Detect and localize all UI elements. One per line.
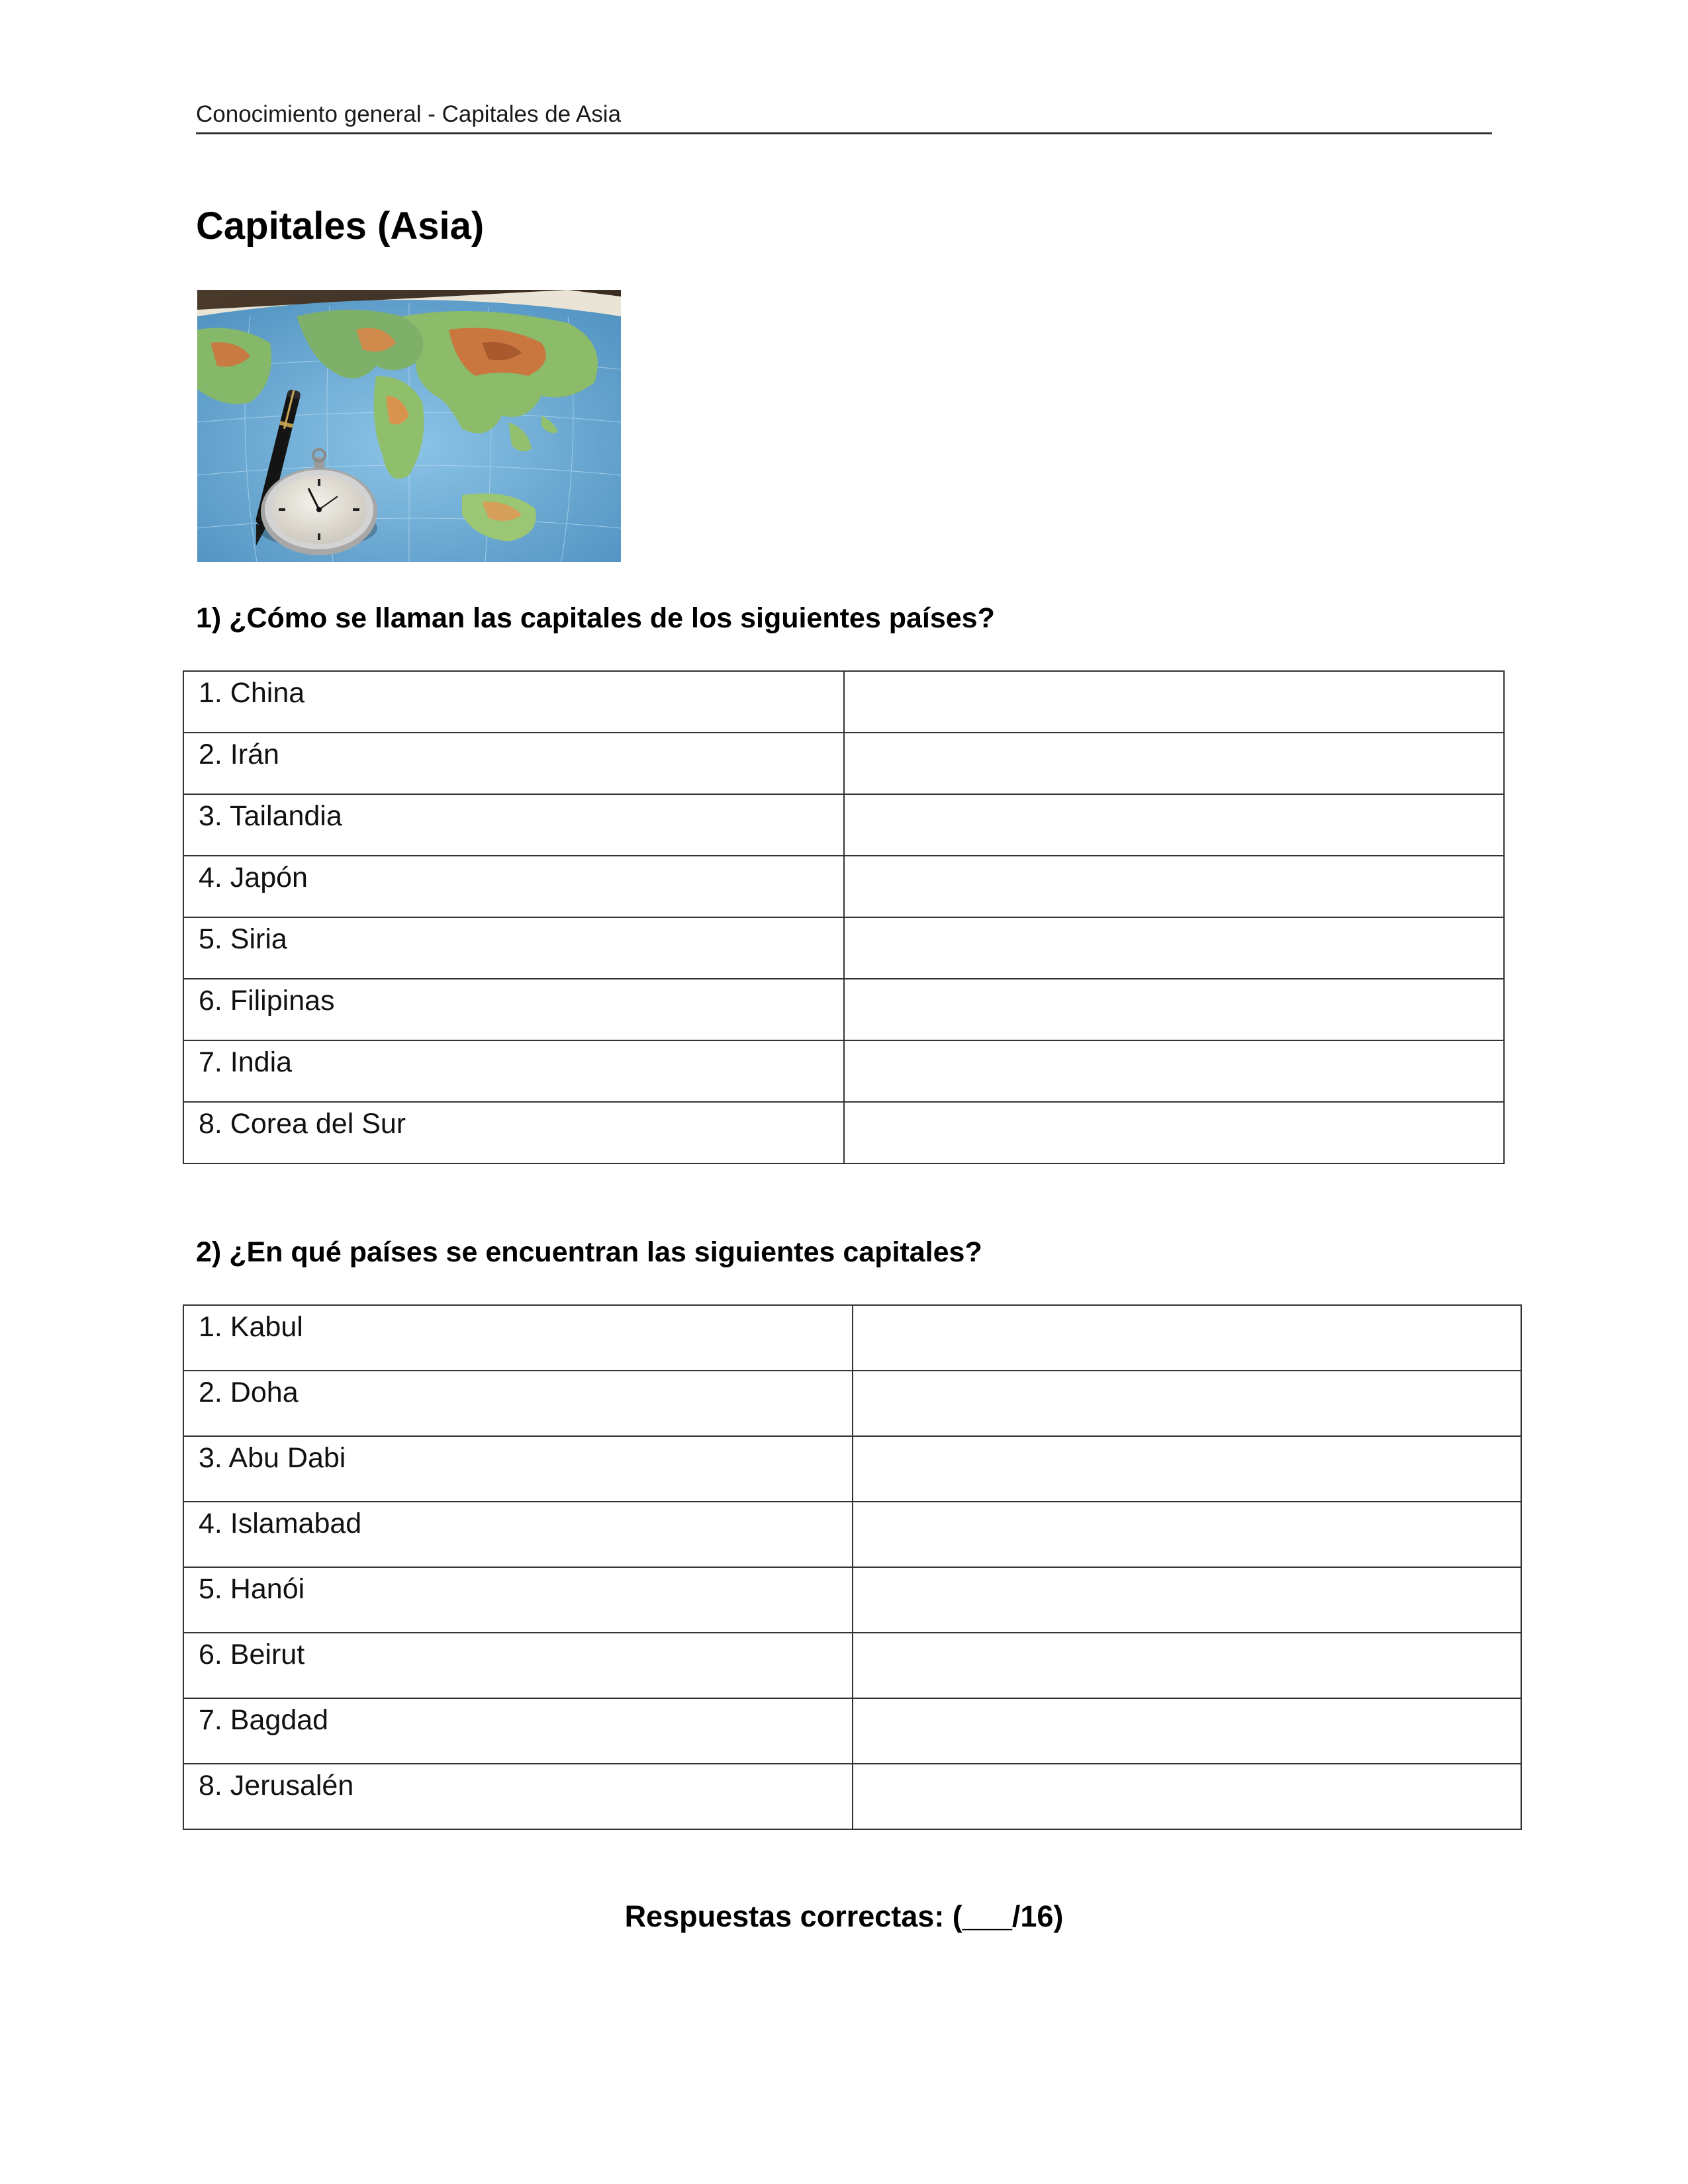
answer-cell[interactable] [853,1567,1522,1633]
table-row [183,794,1504,856]
country-cell: 5. Siria [183,917,844,979]
table-row [183,1502,1521,1567]
answer-cell[interactable] [853,1633,1522,1698]
country-cell: 6. Filipinas [183,979,844,1040]
answer-cell[interactable] [853,1436,1522,1502]
table-row [183,1305,1521,1371]
capital-cell: 1. Kabul [183,1305,853,1371]
answer-cell[interactable] [853,1371,1522,1436]
capitals-answer-table [183,670,1505,1164]
capital-cell: 6. Beirut [183,1633,853,1698]
countries-answer-table [183,1304,1522,1830]
capital-cell: 2. Doha [183,1371,853,1436]
table-row [183,856,1504,917]
answer-cell[interactable] [844,671,1505,733]
country-cell: 3. Tailandia [183,794,844,856]
table-row [183,1698,1521,1764]
capital-cell: 3. Abu Dabi [183,1436,853,1502]
answer-cell[interactable] [844,856,1505,917]
capital-cell: 7. Bagdad [183,1698,853,1764]
country-cell: 8. Corea del Sur [183,1102,844,1163]
score-line: Respuestas correctas: (___/16) [624,1899,1064,1933]
table-row [183,1764,1521,1829]
table-row [183,671,1504,733]
answer-cell[interactable] [853,1698,1522,1764]
answer-cell[interactable] [853,1305,1522,1371]
country-cell: 2. Irán [183,733,844,794]
question-1: 1) ¿Cómo se llaman las capitales de los siguientes países? [196,602,995,634]
country-cell: 4. Japón [183,856,844,917]
table-row [183,917,1504,979]
table-row [183,979,1504,1040]
answer-cell[interactable] [844,917,1505,979]
answer-cell[interactable] [844,794,1505,856]
question-2: 2) ¿En qué países se encuentran las siguientes capitales? [196,1236,982,1268]
answer-cell[interactable] [844,1102,1505,1163]
answer-cell[interactable] [853,1502,1522,1567]
table-row [183,1102,1504,1163]
capital-cell: 8. Jerusalén [183,1764,853,1829]
world-map-photo [197,290,621,562]
table-row [183,1371,1521,1436]
answer-cell[interactable] [844,733,1505,794]
table-row [183,1567,1521,1633]
country-cell: 1. China [183,671,844,733]
table-row [183,1436,1521,1502]
table-row [183,733,1504,794]
country-cell: 7. India [183,1040,844,1102]
running-header: Conocimiento general - Capitales de Asia [196,98,1492,134]
table-row [183,1040,1504,1102]
table-row [183,1633,1521,1698]
capital-cell: 5. Hanói [183,1567,853,1633]
answer-cell[interactable] [844,979,1505,1040]
capital-cell: 4. Islamabad [183,1502,853,1567]
answer-cell[interactable] [844,1040,1505,1102]
page-title: Capitales (Asia) [196,205,485,248]
answer-cell[interactable] [853,1764,1522,1829]
